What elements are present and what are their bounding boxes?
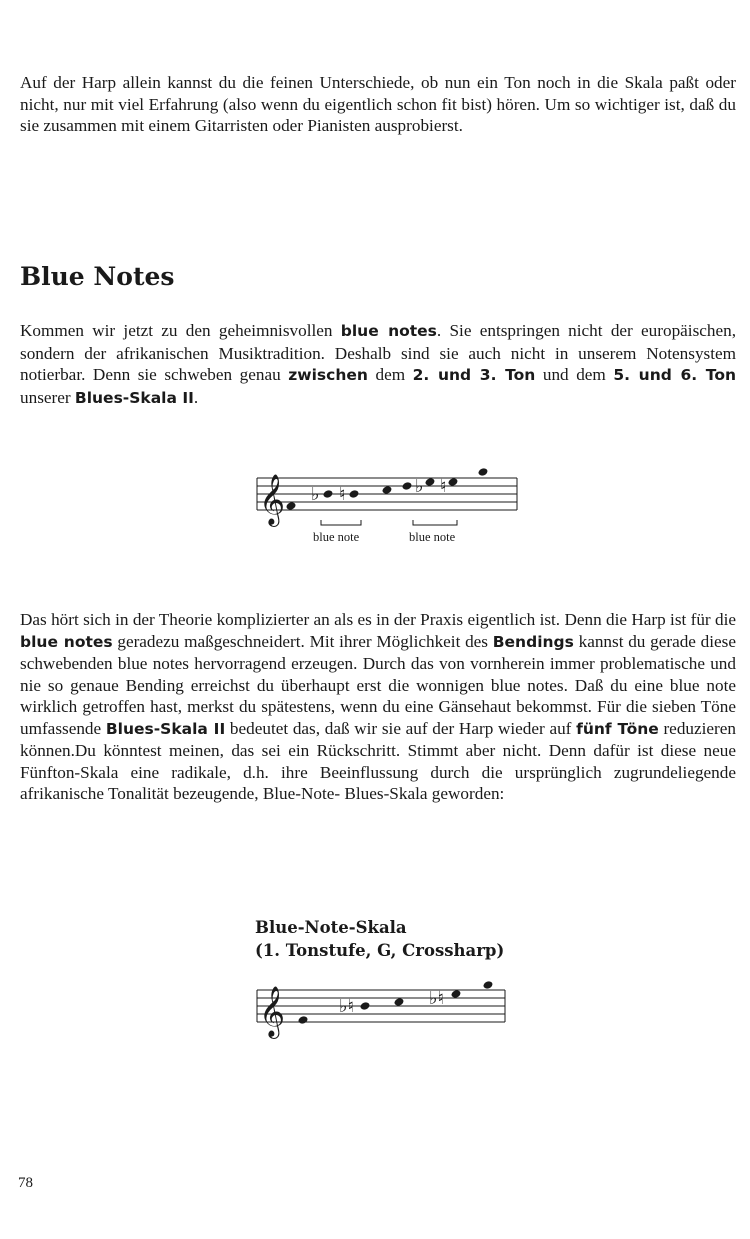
bold-term: 5. und 6. Ton: [613, 366, 737, 384]
note-g: [286, 501, 297, 511]
note-b-flat: [323, 489, 334, 499]
scale-title: Blue-Note-Skala: [255, 918, 407, 937]
bold-term: Bendings: [492, 632, 574, 651]
treble-clef-icon: 𝄞: [259, 474, 286, 525]
bold-term: zwischen: [288, 366, 368, 384]
note-e: [448, 477, 459, 487]
note-b: [349, 489, 360, 499]
note-g-high: [483, 980, 494, 990]
bold-term: Blues-Skala II: [74, 388, 194, 407]
blue-note-bracket: [413, 520, 457, 525]
scale-subtitle: (1. Tonstufe, G, Crossharp): [255, 941, 505, 960]
bold-term: Blues-Skala II: [105, 719, 226, 738]
note-e-flat: [425, 477, 436, 487]
flat-natural-icon: ♭♮: [339, 996, 354, 1017]
note-c: [382, 485, 393, 495]
flat-icon: ♭: [415, 476, 424, 497]
section-heading: Blue Notes: [20, 262, 175, 291]
note-d: [402, 481, 413, 491]
note-g-high: [478, 467, 489, 477]
blue-note-bracket: [321, 520, 361, 525]
treble-clef-icon: 𝄞: [259, 986, 286, 1037]
bold-term: 2. und 3. Ton: [412, 366, 536, 384]
note-e-blue: [451, 989, 462, 999]
bold-term: blue notes: [340, 322, 437, 340]
natural-icon: ♮: [339, 484, 346, 505]
flat-natural-icon: ♭♮: [429, 988, 444, 1009]
blue-notes-paragraph: Kommen wir jetzt zu den geheimnisvollen blue notes. Sie entspringen nicht der europäischen, sondern der afrikanischen Musiktradition. Deshalb sind sie auch nicht in unserem Notensystem notierbar. Denn sie schweben genau zwischen dem 2. und 3. Ton und dem 5. und 6. Ton unserer Blues-Skala II.: [20, 321, 737, 407]
blue-note-scale-staff: [255, 980, 525, 1040]
intro-paragraph: Auf der Harp allein kannst du die feinen Unterschiede, ob nun ein Ton noch in die Skala paßt oder nicht, nur mit viel Erfahrung (also wenn du eigentlich schon fit bist) hören. Um so wichtiger ist, daß du sie zusammen mit einem Gitarristen oder Pianisten ausprobierst.: [20, 73, 736, 135]
flat-icon: ♭: [311, 484, 320, 505]
natural-icon: ♮: [440, 476, 447, 497]
bending-paragraph: Das hört sich in der Theorie komplizierter an als es in der Praxis eigentlich ist. Denn die Harp ist für die blue notes geradezu maßgeschneidert. Mit ihrer Möglichkeit des Bendings kannst du gerade diese schwebenden blue notes hervorragend erzeugen. Durch das von vornherein immer problematische und nie so genaue Bending erreichst du überhaupt erst die wonnigen blue notes. Daß du eine blue note wirklich getroffen hast, merkst du spätestens, wenn du eine Gänsehaut bekommst. Für die sieben Töne umfassende Blues-Skala II bedeutet das, daß wir sie auf der Harp wieder auf fünf Töne reduzieren können.Du könntest meinen, das sei ein Rückschritt. Stimmt aber nicht. Denn dafür ist diese neue Fünfton-Skala eine radikale, d.h. ihre Beeinflussung durch die ursprünglich zugrundeliegende afrikanische Tonalität bezeugende, Blue-Note- Blues-Skala geworden:: [20, 610, 736, 803]
note-g: [298, 1015, 309, 1025]
bold-term: fünf Töne: [576, 719, 659, 738]
note-c: [394, 997, 405, 1007]
bold-term: blue notes: [20, 632, 113, 651]
blue-note-label: blue note: [313, 530, 360, 544]
note-b-blue: [360, 1001, 371, 1011]
blue-notes-staff: [255, 462, 525, 552]
blue-note-label: blue note: [409, 530, 456, 544]
page-number: 78: [18, 1175, 33, 1191]
